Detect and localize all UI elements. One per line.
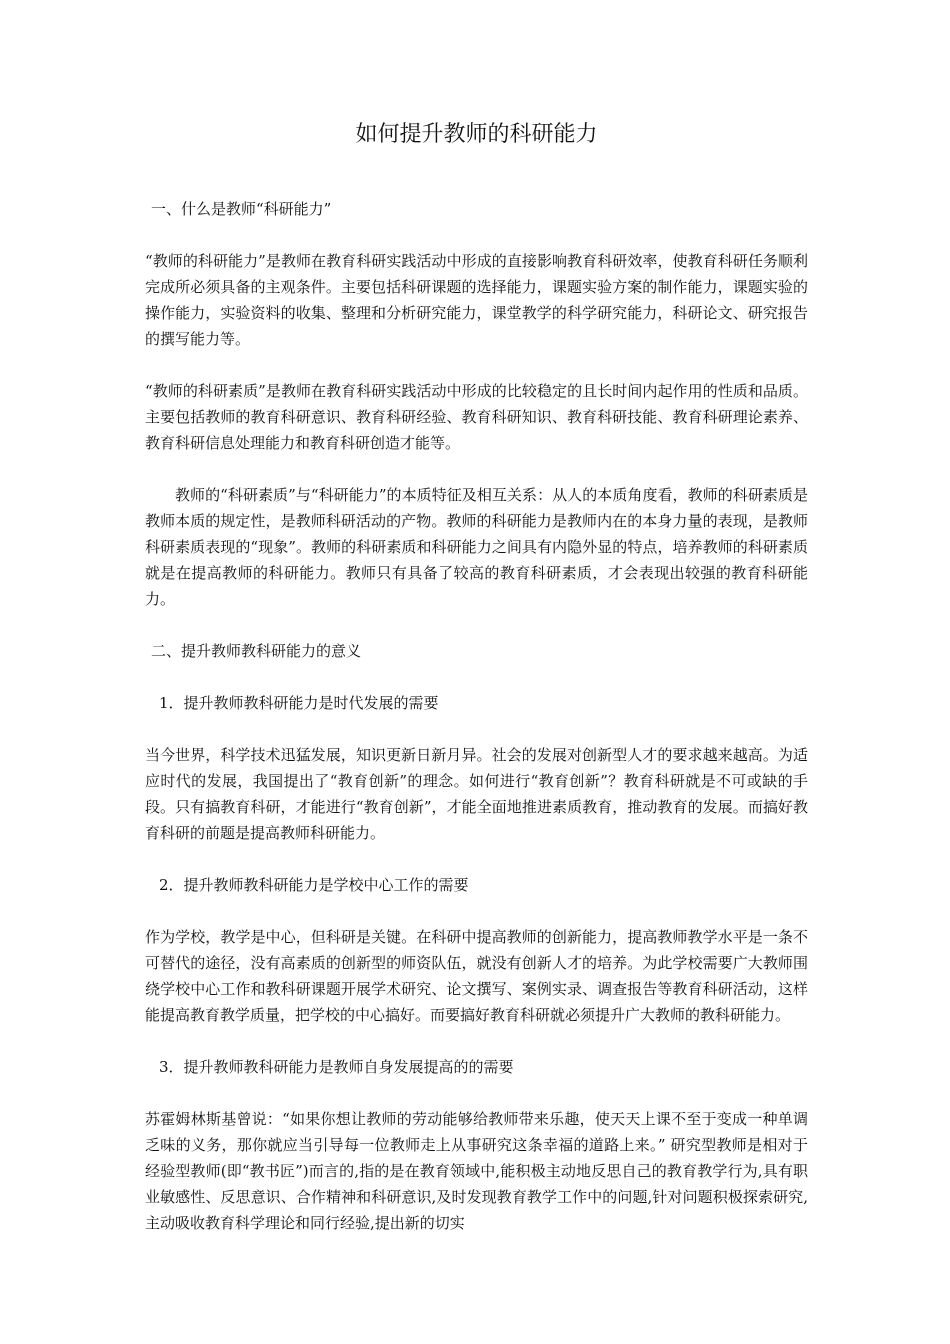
document-title: 如何提升教师的科研能力 (355, 122, 598, 147)
document-page (145, 118, 808, 1262)
paragraph-school-work: 作为学校，教学是中心，但科研是关键。在科研中提高教师的创新能力，提高教师教学水平是一条不可替代的途径，没有高素质的创新型的师资队伍，就没有创新人才的培养。为此学校需要广大教师围绕学校中心工作和教科研课题开展学术研究、论文撰写、案例实录、调查报告等教育科研活动，这样能提高教育教学质量，把学校的中心搞好。而要搞好教育科研就必须提升广大教师的教科研能力。 (145, 928, 808, 1024)
paragraph-research-quality: “教师的科研素质”是教师在教育科研实践活动中形成的比较稳定的且长时间内起作用的性质和品质。主要包括教师的教育科研意识、教育科研经验、教育科研知识、教育科研技能、教育科研理论素养、教育科研信息处理能力和教育科研创造才能等。 (145, 382, 808, 452)
subsection-heading-2: 2．提升教师教科研能力是学校中心工作的需要 (159, 876, 469, 894)
paragraph-era-development: 当今世界，科学技术迅猛发展，知识更新日新月异。社会的发展对创新型人才的要求越来越高。为适应时代的发展，我国提出了“教育创新”的理念。如何进行“教育创新”？教育科研就是不可或缺的手段。只有搞教育科研，才能进行“教育创新”，才能全面地推进素质教育，推动教育的发展。而搞好教育科研的前题是提高教师科研能力。 (145, 746, 808, 842)
section-heading-2: 二、提升教师教科研能力的意义 (151, 642, 362, 660)
subsection-heading-1: 1．提升教师教科研能力是时代发展的需要 (159, 694, 439, 712)
paragraph-research-ability: “教师的科研能力”是教师在教育科研实践活动中形成的直接影响教育科研效率，使教育科研任务顺利完成所必须具备的主观条件。主要包括科研课题的选择能力，课题实验方案的制作能力，课题实验的操作能力，实验资料的收集、整理和分析研究能力，课堂教学的科学研究能力，科研论文、研究报告的撰写能力等。 (145, 252, 808, 348)
paragraph-teacher-development: 苏霍姆林斯基曾说：“如果你想让教师的劳动能够给教师带来乐趣，使天天上课不至于变成一种单调乏味的义务，那你就应当引导每一位教师走上从事研究这条幸福的道路上来。” 研究型教师是相对于经验型教师(即“教书匠”)而言的,指的是在教育领域中,能积极主动地反思自己的教育教学行为,具有职业敏感性、反思意识、合作精神和科研意识,及时发现教育教学工作中的问题,针对问题积极探索研究,主动吸收教育科学理论和同行经验,提出新的切实 (145, 1110, 808, 1232)
section-heading-1: 一、什么是教师“科研能力” (151, 200, 332, 218)
subsection-heading-3: 3．提升教师教科研能力是教师自身发展提高的的需要 (159, 1058, 514, 1076)
paragraph-relationship: 教师的“科研素质”与“科研能力”的本质特征及相互关系：从人的本质角度看，教师的科研素质是教师本质的规定性，是教师科研活动的产物。教师的科研能力是教师内在的本身力量的表现，是教师科研素质表现的“现象”。教师的科研素质和科研能力之间具有内隐外显的特点，培养教师的科研素质就是在提高教师的科研能力。教师只有具备了较高的教育科研素质，才会表现出较强的教育科研能力。 (145, 486, 808, 608)
